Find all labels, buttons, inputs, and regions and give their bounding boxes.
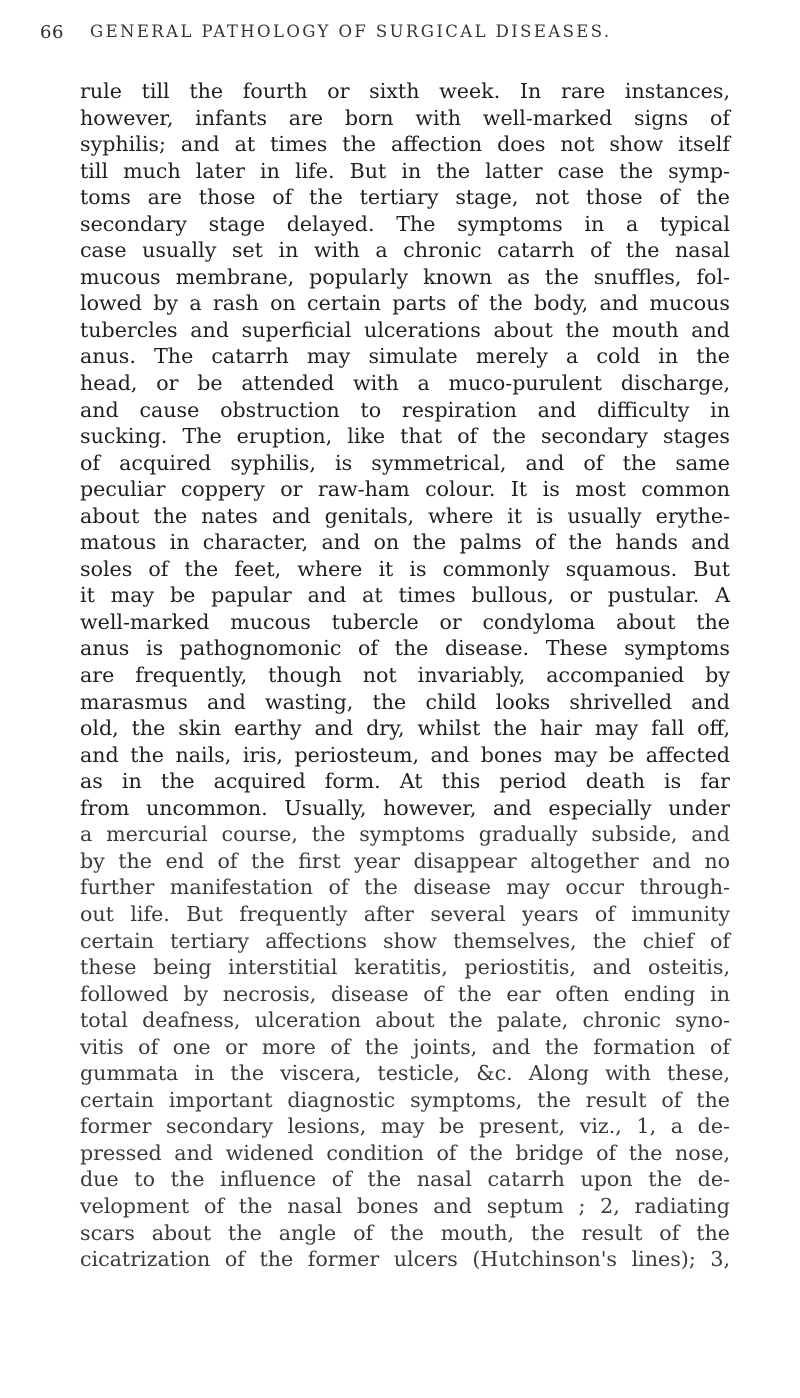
text-line: as in the acquired form. At this period death is far — [80, 769, 730, 794]
text-line: due to the influence of the nasal catarrh upon the de- — [80, 1167, 730, 1192]
text-line: certain important diagnostic symptoms, the result of the — [80, 1087, 730, 1112]
text-line: a mercurial course, the symptoms gradually subside, and — [80, 822, 730, 847]
text-line: tubercles and superficial ulcerations about the mouth and — [80, 317, 730, 342]
text-line: of acquired syphilis, is symmetrical, and of the same — [80, 450, 730, 475]
text-line: peculiar coppery or raw-ham colour. It is most common — [80, 477, 730, 502]
page-header — [40, 8, 760, 48]
text-line: gummata in the viscera, testicle, &c. Along with these, — [80, 1061, 730, 1086]
text-line: secondary stage delayed. The symptoms in a typical — [80, 211, 730, 236]
text-line: till much later in life. But in the latter case the symp- — [80, 158, 730, 183]
text-line: and cause obstruction to respiration and difficulty in — [80, 397, 730, 422]
body-text — [80, 78, 730, 1273]
text-line: about the nates and genitals, where it is usually erythe- — [80, 503, 730, 528]
text-line: marasmus and wasting, the child looks shrivelled and — [80, 689, 730, 714]
text-line: certain tertiary affections show themselves, the chief of — [80, 928, 730, 953]
text-line: cicatrization of the former ulcers (Hutchinson's lines); 3, — [80, 1247, 730, 1272]
text-line: head, or be attended with a muco-purulent discharge, — [80, 371, 730, 396]
page-number: 66 — [40, 22, 64, 43]
text-line: toms are those of the tertiary stage, not those of the — [80, 185, 730, 210]
text-line: are frequently, though not invariably, accompanied by — [80, 663, 730, 688]
text-line: former secondary lesions, may be present, viz., 1, a de- — [80, 1114, 730, 1139]
text-line: anus. The catarrh may simulate merely a cold in the — [80, 344, 730, 369]
text-line: well-marked mucous tubercle or condyloma about the — [80, 609, 730, 634]
text-line: pressed and widened condition of the bridge of the nose, — [80, 1140, 730, 1165]
text-line: these being interstitial keratitis, periostitis, and osteitis, — [80, 955, 730, 980]
text-line: soles of the feet, where it is commonly squamous. But — [80, 556, 730, 581]
running-head: GENERAL PATHOLOGY OF SURGICAL DISEASES. — [90, 22, 612, 41]
text-line: old, the skin earthy and dry, whilst the hair may fall off, — [80, 716, 730, 741]
text-line: total deafness, ulceration about the palate, chronic syno- — [80, 1008, 730, 1033]
text-line: further manifestation of the disease may occur through- — [80, 875, 730, 900]
text-line: vitis of one or more of the joints, and the formation of — [80, 1034, 730, 1059]
text-line: followed by necrosis, disease of the ear often ending in — [80, 981, 730, 1006]
text-line: mucous membrane, popularly known as the snuffles, fol- — [80, 264, 730, 289]
text-line: syphilis; and at times the affection does not show itself — [80, 132, 730, 157]
text-line: sucking. The eruption, like that of the secondary stages — [80, 424, 730, 449]
text-line: case usually set in with a chronic catarrh of the nasal — [80, 238, 730, 263]
text-line: by the end of the first year disappear altogether and no — [80, 848, 730, 873]
text-line: from uncommon. Usually, however, and especially under — [80, 795, 730, 820]
text-line: scars about the angle of the mouth, the result of the — [80, 1220, 730, 1245]
text-line: rule till the fourth or sixth week. In rare instances, — [80, 79, 730, 103]
text-line: out life. But frequently after several years of immunity — [80, 901, 730, 926]
text-line: anus is pathognomonic of the disease. These symptoms — [80, 636, 730, 661]
text-line: velopment of the nasal bones and septum ; 2, radiating — [80, 1193, 730, 1218]
text-line: it may be papular and at times bullous, or pustular. A — [80, 583, 730, 608]
text-line: lowed by a rash on certain parts of the body, and mucous — [80, 291, 730, 316]
text-line: and the nails, iris, periosteum, and bones may be affected — [80, 742, 730, 767]
text-line: however, infants are born with well-marked signs of — [80, 105, 730, 130]
text-line: matous in character, and on the palms of the hands and — [80, 530, 730, 555]
